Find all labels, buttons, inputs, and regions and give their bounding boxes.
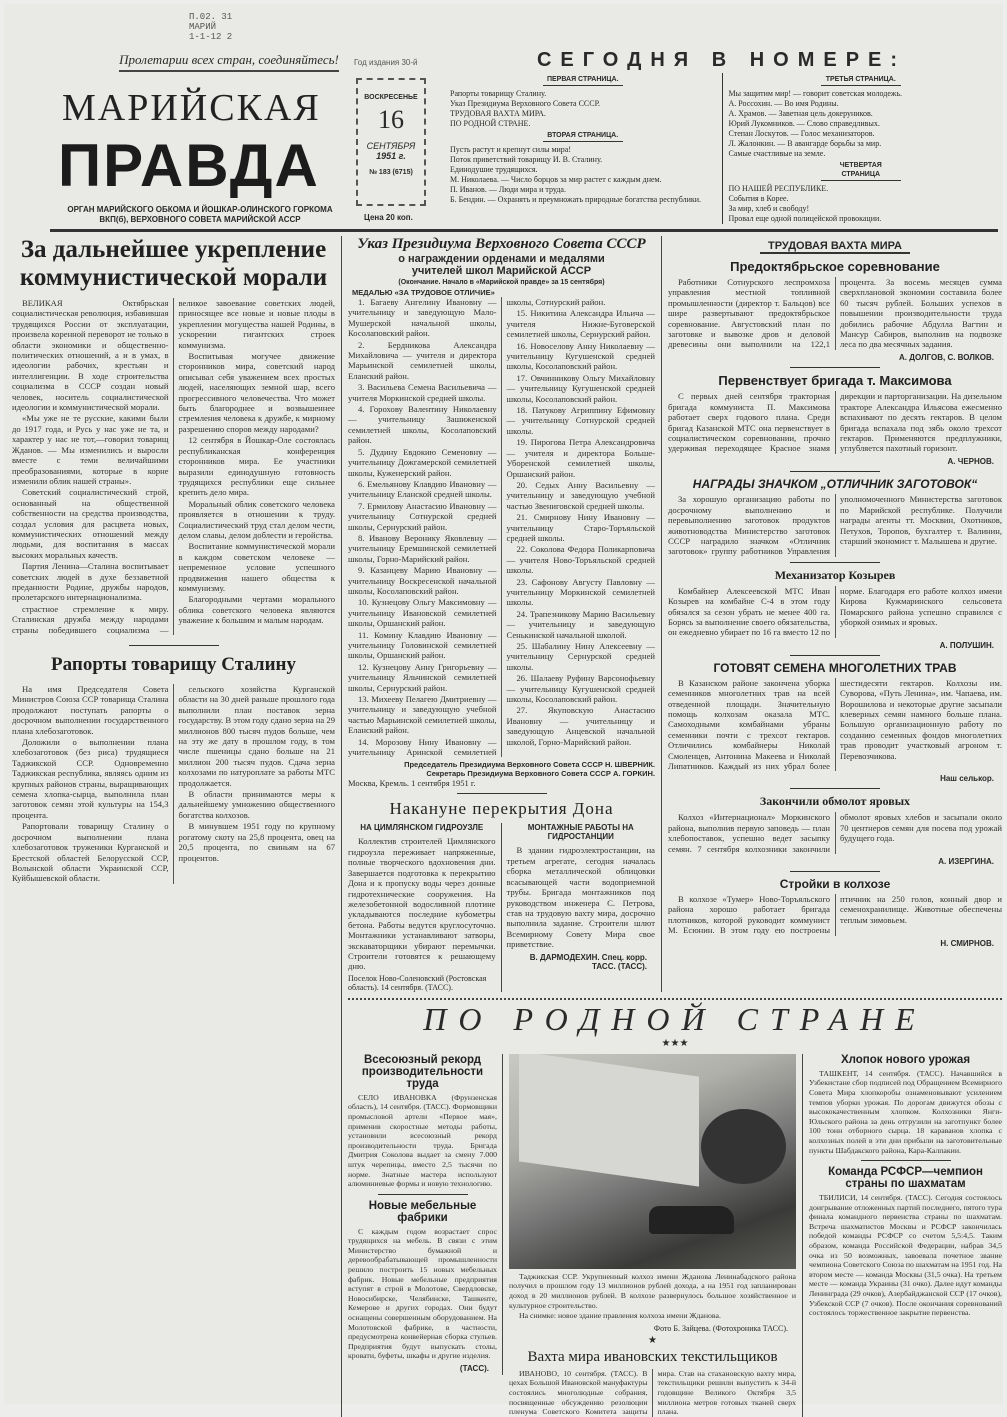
- library-stamp: [189, 12, 339, 42]
- ukaz-signature: Секретарь Президиума Верховного Совета СССР А. ГОРКИН.: [426, 769, 655, 779]
- reports-title: Рапорты товарищу Сталину: [51, 654, 296, 675]
- day: 16: [378, 105, 404, 134]
- paragraph: ТБИЛИСИ, 14 сентября. (ТАСС). Сегодня состоялось доигрывание отложенных партий последнего, пятого тура финала командного первенства страны по шахматам. Встреча шахматистов Москвы и РСФСР закончилась победой команды РСФСР со счетом 5,5:4,5. Таким образом, команда Российской Федерации, набрав 34,5 очка из 50 возможных, завоевала почетное звание чемпиона Советского Союза по шахматам на 1951 год. На втором месте — команда Москвы (31,5 очка). На третьем месте — команда Украины (31 очко). Далее идут команды Ленинграда (29 очков), Азербайджанской ССР (17 очков), Узбекской ССР (7 очков). После окончания соревнований состоялось торжественное закрытие первенства.: [809, 1193, 1002, 1318]
- contents-item: Степан Лоскутов. — Голос механизаторов.: [728, 129, 875, 138]
- divider: [457, 793, 547, 794]
- ukaz-subtitle: о награждении орденами и медалями учителей школ Марийской АССР: [398, 253, 605, 277]
- rubric: ТРУДОВАЯ ВАХТА МИРА: [760, 240, 910, 254]
- article-title: Закончили обмолот яровых: [759, 794, 911, 809]
- paragraph: Рапортовали товарищу Сталину о досрочном выполнении плана хлебозаготовок труженики Курганской и Брестской областей Белорусской ССР, Волынской области Украинской ССР, Куйбышевской области.: [12, 821, 169, 884]
- stamp-line: П.02. 31: [189, 12, 233, 22]
- contents-item: Б. Бендин. — Охранять и преумножать природные богатства республики.: [450, 195, 702, 204]
- paragraph: Партия Ленина—Сталина воспитывает советских людей в духе беззаветной преданности Родине, дружбы народов, пролетарского интернационализма.: [12, 561, 169, 603]
- contents-item: А. Храмов. — Заветная цель докеруников.: [728, 109, 873, 118]
- ukaz-article: [348, 236, 655, 788]
- award-item: 25. Шабалину Нину Алексеевну — учительницу Сернурской средней школы.: [506, 641, 655, 672]
- contents-item: ПО РОДНОЙ СТРАНЕ.: [450, 119, 531, 128]
- ukaz-title: Указ Президиума Верховного Совета СССР: [357, 236, 646, 252]
- text-block: [12, 684, 335, 884]
- award-item: 12. Кузнецову Анну Григорьевну — учительницу Яльчинской семилетней школы, Сернурский район.: [348, 661, 497, 693]
- paragraph: Благородными чертами морального облика советского человека являются уважение к большим и малым народам.: [178, 594, 335, 626]
- contents-item: Поток приветствий товарищу И. В. Сталину.: [450, 155, 603, 164]
- paragraph: Комбайнер Алексеевской МТС Иван Козырев на комбайне С-4 в этом году обязался за сезон убрать не менее 400 га. Борясь за выполнение своего обязательства, он ежедневно убирает по 16 га вместо 12 по норме. Благодаря его работе колхоз имени Кирова Кужмаринского сельсовета Помарского района успешно справился с уборкой озимых и яровых.: [668, 585, 1002, 638]
- contents-item: Л. Жалонкин. — В авангарде борьбы за мир.: [728, 139, 882, 148]
- labor-watch-section: [662, 236, 1002, 992]
- byline: А. ДОЛГОВ, С. ВОЛКОВ.: [899, 353, 994, 363]
- paragraph: В здании гидроэлектростанции, на третьем агрегате, сегодня началась сборка металлической облицовки всасывающей части водоприемной трубы. Бригада монтажников под руководством инженера С. Петрова, став на трудовую вахту мира, досрочно выполнила задание. Строители шлют Всемирному Совету Мира свое приветствие.: [506, 845, 655, 950]
- paragraph: 12 сентября в Йошкар-Оле состоялась республиканская конференция сторонников мира. Ее участники выразили единодушную готовность трудящихся республики еще сильнее крепить дело мира.: [178, 435, 335, 498]
- award-item: 7. Ермилову Анастасию Ивановну — учительницу Сотнурской средней школы, Сернурский район.: [348, 500, 497, 532]
- country-section: [348, 998, 1002, 1417]
- contents-item: Рапорты товарищу Сталину.: [450, 89, 547, 98]
- don-title: Накануне перекрытия Дона: [389, 799, 614, 819]
- ukaz-signature: Председатель Президиума Верховного Совета СССР Н. ШВЕРНИК.: [404, 760, 655, 770]
- award-item: 21. Смирнову Нину Ивановну — учительницу Старо-Торъяльской средней школы.: [506, 512, 655, 543]
- today-title: СЕГОДНЯ В НОМЕРЕ:: [536, 49, 907, 71]
- article-title: Команда РСФСР—чемпион страны по шахматам: [828, 1166, 983, 1191]
- paragraph: ИВАНОВО, 10 сентября. (ТАСС). В цехах Большой Ивановской мануфактуры состоялись многолюдные собрания, посвященные обсуждению резолюции пленума Советского Комитета защиты мира. Став на стахановскую вахту мира, текстильщики решили выпустить к 34-й годовщине Великого Октября 3,5 миллиона метров готовых тканей сверх плана.: [509, 1368, 796, 1417]
- contents-item: А. Россохин. — Во имя Родины.: [728, 99, 839, 108]
- contents-item: Юрий Лукомников. — Слово справедливых.: [728, 119, 880, 128]
- masthead-title-top: МАРИЙСКАЯ: [62, 87, 321, 129]
- page-body: [12, 236, 1002, 1417]
- paragraph: Воспитание коммунистической морали в каждом советском человеке — непременное условие успешного продвижения нашего общества к коммунизму.: [178, 541, 335, 593]
- article-title: Вахта мира ивановских текстильщиков: [527, 1348, 778, 1365]
- weekday: ВОСКРЕСЕНЬЕ: [364, 94, 418, 101]
- month: СЕНТЯБРЯ: [366, 141, 416, 151]
- article-title: Новые мебельные фабрики: [368, 1199, 477, 1224]
- contents-item: Пусть растут и крепнут силы мира!: [450, 145, 571, 154]
- paragraph: ТАШКЕНТ, 14 сентября. (ТАСС). Начавшийся в Узбекистане сбор подписей под Обращением Всемирного Совета Мира хлопкоробы ознаменовывают усилением темпов уборки урожая. По дорогам движутся обозы с высококачественным хлопком. Колхозники Янги-Юльского района за день отгрузили на заготпункт более 100 тонн отборного сырца. 18 караванов хлопка с колхозных полей в эти дни прибыли на заготовительные пункты Шабдакского района, Кара-Калпакии.: [809, 1068, 1002, 1155]
- award-item: 8. Иванову Веронику Яковлевну — учительницу Еремшинской семилетней школы, Горно-Марийский район.: [348, 532, 497, 564]
- article-title: Стройки в колхозе: [779, 877, 891, 892]
- text-block: [450, 89, 716, 129]
- paragraph: Воспитывая могучее движение сторонников мира, советский народ описывал себя уважением всех простых людей, населяющих земной шар, всего прогрессивного человечества. Что может быть благороднее и возвышеннее стремления человека к дружбе, к мирному разрешению споров между народами?: [178, 351, 335, 434]
- photo-caption: Таджикская ССР. Укрупненный колхоз имени Жданова Ленинабадского района получил в прошлом году 13 миллионов рублей дохода, а на 1951 год запланирован доход в 20 миллионов рублей. В колхозе развернулось большое хозяйственное и культурное строительство.: [509, 1271, 796, 1310]
- paragraph: На имя Председателя Совета Министров Союза ССР товарища Сталина продолжают поступать рапорты о досрочном выполнении государственного плана хлебозаготовок.: [12, 684, 169, 736]
- paragraph: В минувшем 1951 году по крупному рогатому скоту на 25,8 процента, овец на 20,5 процента, по свиньям на 67 процентов.: [178, 821, 335, 863]
- ukaz-note: (Окончание. Начало в «Марийской правде» за 15 сентября): [398, 279, 605, 286]
- contents-item: Самые счастливые на земле.: [728, 149, 826, 158]
- section-title: ПО РОДНОЙ СТРАНЕ: [423, 1000, 927, 1037]
- award-item: 14. Морозову Нину Ивановну — учительницу Аринской семилетней школы, Сотнурский район.: [348, 297, 606, 758]
- text-block: [729, 89, 994, 159]
- award-item: 22. Соколова Федора Поликарповича — учителя Ново-Торъяльской средней школы.: [506, 544, 655, 576]
- contents-item: М. Николаева. — Число борцов за мир растет с каждым днем.: [450, 175, 662, 184]
- byline: Наш селькор.: [940, 774, 994, 784]
- today-in-issue: [444, 48, 999, 224]
- stamp-line: МАРИЙ: [189, 22, 217, 32]
- right-area: [342, 236, 1002, 1417]
- text-block: [450, 145, 716, 205]
- don-subtitle: МОНТАЖНЫЕ РАБОТЫ НА ГИДРОСТАНЦИИ: [527, 823, 634, 842]
- award-item: 6. Емельянову Клавдию Ивановну — учительницу Еланской средней школы.: [348, 478, 497, 500]
- contents-item: Мы защитим мир! — говорит советская молодежь.: [728, 89, 903, 98]
- award-item: 1. Багаеву Ангелину Ивановну — учительницу и заведующую Мало-Мушерской начальной школы, Косолаповский район.: [348, 297, 497, 339]
- year: 1951 г.: [376, 151, 406, 161]
- photo-credit: Фото Б. Зайцева. (Фотохроника ТАСС).: [653, 1323, 788, 1333]
- don-subtitle: НА ЦИМЛЯНСКОМ ГИДРОУЗЛЕ: [360, 823, 484, 833]
- text-block: [729, 184, 994, 224]
- award-item: 19. Пирогова Петра Александровича — учителя и директора Больше-Уборенской семилетней школы, Оршанский район.: [506, 437, 655, 479]
- editorial-article: [12, 236, 335, 635]
- award-item: 3. Васильева Семена Васильевича — учителя Моркинской средней школы.: [348, 382, 497, 403]
- contents-item: П. Иванов. — Люди мира и труда.: [450, 185, 566, 194]
- byline: А. ИЗЕРГИНА.: [938, 857, 994, 867]
- paragraph: Коллектив строителей Цимлянского гидроузла переживает напряженные, полные творческого вдохновения дни. Завершается подготовка к перекрытию Дона и к пропуску воды через донные гидротехнические сооружения. На железобетонной водосливной плотине укладываются последние кубометры бетона. Работы ведутся круглосуточно. Монтажники устанавливают затворы, экскаваторщики убирают перемычки. Строители готовятся к решающему дню.: [348, 836, 496, 972]
- paragraph: Доложили о выполнении плана хлебозаготовок (без риса) трудящиеся Таджикской ССР. Одновременно Таджикская республика, являясь одним из крупных районов страны, выращивающих семена хлопка-сырца, выполнила план заготовок семян этой культуры на 154,3 процента.: [12, 737, 169, 820]
- byline: (ТАСС).: [459, 1364, 489, 1373]
- award-item: 2. Бердникова Александра Михайловича — учителя и директора Марьинской семилетней школы, Еланский район.: [348, 339, 497, 381]
- country-right-column: [803, 1054, 1002, 1319]
- reports-article: [12, 645, 335, 884]
- masthead-organ: ОРГАН МАРИЙСКОГО ОБКОМА И ЙОШКАР-ОЛИНСКОГО ГОРКОМА ВКП(б), ВЕРХОВНОГО СОВЕТА МАРИЙСКОЙ АССР: [67, 205, 333, 224]
- page-label: ВТОРАЯ СТРАНИЦА.: [543, 131, 623, 142]
- page-label: ТРЕТЬЯ СТРАНИЦА.: [821, 75, 901, 86]
- newspaper-page: [4, 4, 1003, 1417]
- award-item: 20. Седых Анну Васильевну — учительницу и заведующую учебной частью Звениговской средней школы.: [506, 479, 655, 511]
- award-item: 10. Кузнецову Ольгу Максимовну — учительницу Ивановской семилетней школы, Оршанский район.: [348, 597, 497, 629]
- article-title: Предоктябрьское соревнование: [730, 259, 940, 274]
- page-label: ПЕРВАЯ СТРАНИЦА.: [543, 75, 623, 86]
- country-left-column: [348, 1054, 503, 1375]
- byline: Н. СМИРНОВ.: [940, 938, 994, 948]
- paragraph: «Мы уже не те русские, какими были до 1917 года, и Русь у нас уже не та, и характер у нас не тот,—говорил товарищ Жданов. — Мы изменились и выросли вместе с теми величайшими преобразованиями, которые в корне изменили облик нашей страны».: [12, 413, 169, 486]
- left-column: [12, 236, 342, 1417]
- price: Цена 20 коп.: [364, 213, 413, 222]
- award-item: 18. Патукову Агриппину Ефимовну — учительницу Сотнурской средней школы.: [506, 405, 655, 436]
- stars-ornament: ★★★: [661, 1037, 689, 1049]
- paragraph: Колхоз «Интернационал» Моркинского района, выполнив первую заповедь — план хлебопоставок, успешно ведет засыпку семян. 7 сентября колхозники закончили обмолот яровых хлебов и засыпали около 70 центнеров семян для посева под урожай будущего года.: [668, 812, 1002, 854]
- ukaz-place-date: Москва, Кремль. 1 сентября 1951 г.: [348, 778, 476, 789]
- paragraph: С первых дней сентября тракторная бригада коммуниста П. Максимова работает сверх годового плана. Среди бригад Казанской МТС она первенствует в социалистическом соревновании, прочно удерживая переходящее Красное знамя дирекции и парторганизации. На дизельном тракторе Александра Ильясова ежесменно вспахивают по десять гектаров. В целом бригада вспахала под зябь около трехсот гектаров. Применяются предплужники, углубляется пахотный горизонт.: [668, 391, 1002, 454]
- article-title: Механизатор Козырев: [774, 567, 896, 582]
- star-ornament: ★: [648, 1334, 657, 1346]
- photo-caption: На снимке: новое здание правления колхоза имени Жданова.: [519, 1311, 721, 1321]
- byline: А. ЧЕРНОВ.: [947, 457, 994, 467]
- editorial-title: За дальнейшее укрепление коммунистической морали: [19, 236, 328, 291]
- award-item: 5. Дудину Евдокию Семеновну — учительницу Дожгамерской семилетней школы, Куженерский район.: [348, 446, 497, 478]
- contents-item: Указ Президиума Верховного Совета СССР.: [450, 99, 601, 108]
- contents-item: Единодушие трудящихся.: [450, 165, 538, 174]
- paragraph: ВЕЛИКАЯ Октябрьская социалистическая революция, избавившая трудящихся России от эксплуатации, произвела коренной переворот не только в области экономики и общественно-политических отношений, а и в умах, в идеологии рабочих, крестьян и интеллигенции. В ходе строительства социализма в СССР создан новый человек, носитель социалистической идеологии и коммунистической морали.: [12, 298, 169, 413]
- issue-date-box: [356, 78, 426, 206]
- paragraph: С каждым годом возрастает спрос трудящихся на мебель. В связи с этим Министерство бумажной и деревообрабатывающей промышленности решило построить 15 новых мебельных фабрик. Новые мебельные предприятия вступят в строй в Молотове, Свердловске, Новосибирске, Челябинске, Ташкенте, Кемерове и других городах. Они будут оснащены совершенным оборудованием. На Молотовской фабрике, в частности, предусмотрена конвейерная сборка стульев. Предприятия будут выпускать столы, кровати, буфеты, шкафы и другие изделия.: [348, 1226, 497, 1361]
- award-item: 16. Новоселову Анну Николаевну — учительницу Кугушенской средней школы, Косолаповский район.: [506, 340, 655, 372]
- dateline: Поселок Ново-Соленовский (Ростовская область). 14 сентября. (ТАСС).: [348, 973, 487, 992]
- award-item: 17. Овчинникову Ольгу Михайловну — учительницу Кугушенской средней школы, Косолаповский район.: [506, 372, 655, 404]
- paragraph: За хорошую организацию работы по досрочному выполнению и перевыполнению заготовок продуктов животноводства Министерство заготовок СССР наградило значком «Отличник заготовок» группу работников Управления уполномоченного Министерства заготовок по Марийской республике. Получили награды агенты тт. Москвин, Охотников, Петухов, Торопов, бухгалтер т. Валинин, старший экономист т. Малышева и другие.: [668, 494, 1002, 557]
- article-title: Первенствует бригада т. Максимова: [718, 373, 952, 389]
- paragraph: сельского хозяйства Курганской области на 30 дней раньше прошлого года выполнили план поставок зерна государству. В этом году сдано зерна на 29 миллионов 800 тысяч пудов больше, чем на эту же дату в прошлом году, в том числе пшеницы сдано больше на 21 миллион 200 тысяч пудов. Сдача зерна колхозами по натуроплате за работы МТС продолжается.: [178, 684, 335, 788]
- award-item: 27. Якуповскую Анастасию Ивановну — учительницу и заведующую Анцевской начальной школой, Горно-Марийский район.: [506, 705, 655, 747]
- slogan: Пролетарии всех стран, соединяйтесь!: [119, 52, 339, 72]
- article-title: Хлопок нового урожая: [840, 1053, 971, 1066]
- article-title: НАГРАДЫ ЗНАЧКОМ „ОТЛИЧНИК ЗАГОТОВОК“: [692, 477, 978, 492]
- award-item: 23. Сафонову Августу Павловну — учительницу Моркинской семилетней школы.: [506, 576, 655, 608]
- divider: [129, 645, 219, 646]
- paragraph: В Казанском районе закончена уборка семенников многолетних трав на всей отведенной площади. Значительную помощь колхозам оказала МТС. Самоходными комбайнами убраны семенники почти с трехсот гектаров. Отличились комбайнеры Николай Смоленцев, Антонина Макеева и Николай Липатников. Каждый из них убрал более шестидесяти гектаров. Колхозы им. Суворова, «Путь Ленина», им. Чапаева, им. Ворошилова и некоторые другие засыпали клеверных семян намного больше плана. Большую организационную работу по созданию семенных фондов многолетних трав проводит участковый агроном т. Перевозчикова.: [668, 677, 1002, 771]
- paragraph: В области принимаются меры к дальнейшему умножению общественного богатства колхозов.: [178, 789, 335, 820]
- stamp-line: 1-1-12 2: [189, 32, 233, 42]
- contents-item: События в Корее.: [728, 194, 789, 203]
- medal-heading: МЕДАЛЬЮ «ЗА ТРУДОВОЕ ОТЛИЧИЕ»: [352, 288, 495, 297]
- publication-year: Год издания 30-й: [354, 58, 418, 67]
- masthead-title-main: ПРАВДА: [58, 132, 320, 199]
- paragraph: страстное стремление к миру. Сталинская дружба между народами страны победившего социализма — великое завоевание советских людей, приносящее все новые и новые плоды в укреплении могущества нашей Родины, в ускорении гигантских строек коммунизма.: [12, 298, 335, 635]
- article-title: ГОТОВЯТ СЕМЕНА МНОГОЛЕТНИХ ТРАВ: [713, 660, 957, 675]
- page-label: ЧЕТВЕРТАЯ СТРАНИЦА: [821, 161, 901, 181]
- contents-item: ПО НАШЕЙ РЕСПУБЛИКЕ.: [728, 184, 829, 193]
- text-block: [12, 298, 335, 635]
- award-item: 9. Казанцеву Марию Ивановну — учительницу Воскресенской начальной школы, Косолаповский район.: [348, 565, 497, 596]
- contents-item: Провал еще одной полицейской провокации.: [728, 214, 882, 223]
- byline: А. ПОЛУШИН.: [939, 640, 994, 650]
- award-item: 11. Комину Клавдию Ивановну — учительницу Головинской семилетней школы, Оршанский район.: [348, 629, 497, 661]
- award-item: 4. Горохову Валентину Николаевну — учительницу Зашиженской семилетней школы, Косолаповский район.: [348, 404, 497, 446]
- paragraph: Моральный облик советского человека проявляется в отношении к труду. Социалистический труд стал делом чести, делом славы, делом доблести и геройства.: [178, 498, 335, 540]
- contents-item: За мир, хлеб и свободу!: [728, 204, 810, 213]
- award-item: 15. Никитина Александра Ильича — учителя Нижне-Буговерской семилетней школы, Сернурский район.: [506, 308, 655, 340]
- award-item: 13. Михееву Пелагею Дмитриевну — учительницу и заведующую учебной частью Марьинской семилетней школы, Еланский район.: [348, 694, 497, 736]
- award-item: 24. Трапезникову Марию Васильевну — учительницу и заведующую Сенькинской начальной школой.: [506, 608, 655, 640]
- award-item: 26. Шалаеву Руфину Варсонофьевну — учительницу Кугушенской средней школы, Косолаповский район.: [506, 673, 655, 705]
- masthead-rule: [50, 229, 998, 232]
- country-middle-column: [503, 1054, 803, 1417]
- issue-number: № 183 (6715): [369, 169, 413, 176]
- don-article: [348, 793, 655, 991]
- middle-column: [348, 236, 662, 992]
- paragraph: Советский социалистический строй, основанный на общественной собственности на средства производства, создал условия для расцвета новых, коммунистических отношений между людьми, для воспитания в массах высоких моральных качеств.: [12, 487, 169, 560]
- byline: В. ДАРМОДЕХИН. Спец. корр. ТАСС. (ТАСС).: [529, 952, 647, 971]
- text-block: [348, 297, 655, 757]
- contents-item: ТРУДОВАЯ ВАХТА МИРА.: [450, 109, 546, 118]
- paragraph: В колхозе «Тумер» Ново-Торъяльского района хорошо работает бригада плотников, которой руководит коммунист М. Есюнин. В этом году ею построены птичник на 250 голов, конный двор и семенохранилище. Животные обеспечены теплым зимовьем.: [668, 894, 1002, 936]
- kolkhoz-building-photo: [509, 1054, 796, 1269]
- paragraph: Работники Сотнурского леспромхоза управления местной топливной промышленности (директор т. Бальцов) все шире развертывают предоктябрьское соревнование. Августовский план по заготовке и вывозке дров и деловой древесины они выполнили на 122,1 процента. За восемь месяцев сумма сверхплановой экономии составила более 60 тысяч рублей. Больших успехов в повышении производительности труда добились рабочие Абдулла Вагтин и Мансур Сабиров, выполнив на подвозке леса по два месячных задания.: [668, 277, 1002, 350]
- paragraph: СЕЛО ИВАНОВКА (Фрунзенская область), 14 сентября. (ТАСС). Формовщики промысловой артели «Первое мая», применив скоростные методы работы, установили всесоюзный рекорд производительности труда. Бригада Дмитрия Соколова выдает за смену 7.000 штук черепицы, вместо 2,5 тысячи по норме. Знатные мастера используют алюминиевые формы и новую технологию.: [348, 1092, 497, 1189]
- article-title: Всесоюзный рекорд производительности труда: [361, 1053, 484, 1090]
